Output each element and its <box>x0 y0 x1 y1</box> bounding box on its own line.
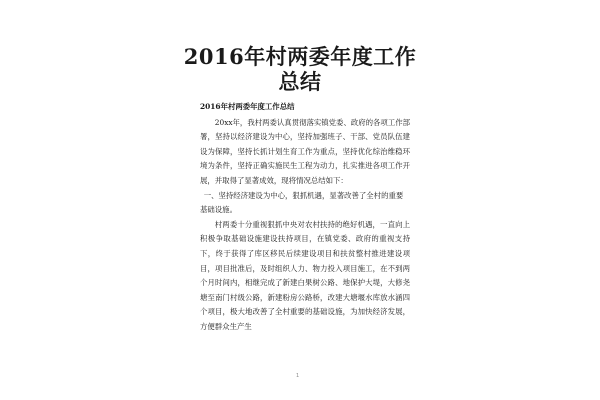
document-body <box>200 100 410 335</box>
section-heading: 一、坚持经济建设为中心，狠抓机遇，显著改善了全村的重要基础设施。 <box>200 190 404 215</box>
document-subtitle: 2016年村两委年度工作总结 <box>200 102 295 111</box>
body-paragraph: 村两委十分重视狠抓中央对农村扶持的绝好机遇，一直向上积极争取基础设施建设扶持项目，在镇党委、政府的重视支持下，终于获得了库区移民后续建设项目和扶贫整村推进建设项目，项目批准后，及时组织人力、物力投入项目施工，在不到两个月时间内，相继完成了新建白果树公路、地保护大堤，大修尧塘至南门村级公路，新建粉房公路桥，改建大塘堰水库放水涵四个项目，极大地改善了全村重要的基础设施，为加快经济发展，方便群众生产生 <box>200 219 410 331</box>
page-number: 1 <box>296 373 300 379</box>
document-title: 2016年村两委年度工作总结 <box>183 44 417 94</box>
body-paragraph: 20xx年，我村两委认真贯彻落实镇党委、政府的各项工作部署，坚持以经济建设为中心，坚持加强班子、干部、党员队伍建设为保障，坚持长抓计划生育工作为重点，坚持优化综治维稳环境为条件，坚持正确实施民生工程为动力，扎实推进各项工作开展，并取得了显著成效，现将情况总结如下： <box>200 117 410 185</box>
